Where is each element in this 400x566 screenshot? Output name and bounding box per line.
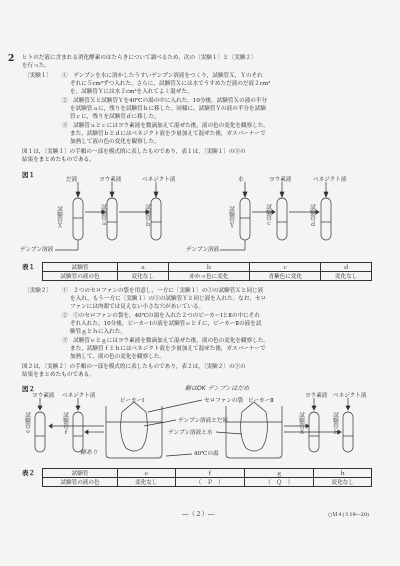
water-label: 40℃の湯: [194, 451, 219, 457]
table-cell: 青紫色に変化: [250, 272, 321, 281]
fig2-iodine-left: ヨウ素液: [32, 393, 55, 399]
table-header-cell: 試験管: [43, 469, 118, 478]
table-header-cell: ｃ: [250, 263, 321, 272]
exp2-line: ① ２つのセロファンの袋を用意し，一方に〔実験１〕の①の試験管Ｘと同じ液: [62, 288, 264, 294]
table-row: [43, 478, 372, 487]
exp1-summary: 図１は，〔実験１〕の手順の一部を模式的に表したものであり，表１は，〔実験１〕の③の: [22, 149, 246, 155]
tube-a-label: 試験管ａ: [100, 204, 106, 227]
table-cell: 変化なし: [314, 478, 372, 487]
exp1-line: ② 試験管Ｘと試験管Ｙを40℃の湯の中に入れた。10分後，試験管Ｘの液の半分: [62, 98, 268, 104]
cellophane-label: セロファンの袋: [204, 398, 244, 404]
tube-y-label: 試験管Ｙ: [228, 206, 234, 229]
tube-h-label: 試験管ｈ: [332, 412, 338, 435]
exp2-line: ファンには肉眼では見えない小さな穴があいている。: [70, 304, 205, 310]
table-row: [43, 263, 372, 272]
table-cell: 試験管の液の色: [43, 272, 118, 281]
tube-e-label: 試験管ｅ: [24, 412, 30, 435]
fig1-starch-right: デンプン溶液: [186, 247, 220, 253]
question-number: 2: [8, 54, 15, 64]
table-header-cell: ｅ: [118, 469, 176, 478]
fig1-water-label: 水: [238, 177, 244, 183]
exp2-summary: 結果をまとめたものである。: [22, 372, 95, 378]
tube-d-label: 試験管ｄ: [309, 204, 315, 227]
solution-2-label: デンプン溶液と水: [168, 430, 213, 436]
fig2-benedict-left: ベネジクト液: [62, 393, 96, 399]
exp2-line: また，試験管ｆとｈにはベネジクト液を少量加えて混ぜた後，ガスバーナーで: [70, 346, 266, 352]
fig1-iodine-label-2: ヨウ素液: [269, 177, 292, 183]
table-cell: （ Ｐ ）: [175, 478, 244, 487]
exp2-line: ③ 試験管ｅとｇにはヨウ素液を数滴加えて混ぜた後，液の色の変化を観察した。: [62, 338, 269, 344]
exp2-line: 験管ｇとｈに入れた。: [70, 329, 126, 335]
table-header-cell: ｆ: [175, 469, 244, 478]
exp2-heading: 〔実験２〕: [24, 288, 52, 294]
table-header-cell: ｄ: [321, 263, 372, 272]
tube-c-label: 試験管ｃ: [265, 204, 271, 227]
exam-code: ○Ｍ４(Ｓ19―20): [328, 512, 369, 518]
table-cell: （ Ｑ ）: [244, 478, 313, 487]
table-header-cell: 試験管: [43, 263, 118, 272]
tube-x-label: 試験管Ｘ: [56, 206, 62, 229]
tube-f-label: 試験管ｆ: [62, 412, 68, 435]
exp1-line: また，試験管ｂとｄにはベネジクト液を少量加えて混ぜた後，ガスバーナーで: [70, 131, 266, 137]
handwritten-note-top: 糖はOK デンプンはだめ: [185, 385, 250, 392]
table-row: [43, 469, 372, 478]
fig1-iodine-label: ヨウ素液: [99, 177, 122, 183]
exp1-line: 管ｃに，残りを試験管ｄに移した。: [70, 114, 160, 120]
fig2-benedict-right: ベネジクト液: [333, 393, 367, 399]
table-2: [42, 468, 372, 487]
fig1-benedict-label: ベネジクト液: [142, 177, 176, 183]
exp2-line: を入れ，もう一方に〔実験１〕の①の試験管Ｙと同じ液を入れた。なお，セロ: [70, 296, 267, 302]
intro-line-1: ヒトのだ液に含まれる消化酵素のはたらきについて調べるため，次の〔実験１〕と〔実験２〕: [22, 55, 257, 61]
page-number: ―（２）―: [182, 510, 215, 518]
table-2-label: 表２: [22, 469, 35, 477]
fig1-benedict-label-2: ベネジクト液: [313, 177, 347, 183]
figure-2-label: 図２: [22, 385, 35, 393]
exp2-line: ② ①のセロファンの袋を，40℃の湯を入れた２つのビーカーⅠとⅡの中にそれ: [62, 313, 260, 319]
table-cell: 変化なし: [118, 272, 169, 281]
exp1-line: を試験管ａに，残りを試験管ｂに移した。同様に，試験管Ｙの液の半分を試験: [70, 106, 266, 112]
table-row: [43, 272, 372, 281]
table-1: [42, 262, 372, 281]
exp1-line: を，試験管Ｙには水２cm³を入れてよく混ぜた。: [70, 89, 193, 95]
table-header-cell: ｈ: [314, 469, 372, 478]
intro-line-2: を行った。: [22, 63, 50, 69]
exp1-line: ぞれに５cm³ずつ入れた。さらに，試験管Ｘには水でうすめただ液のだ液２cm³: [70, 81, 271, 87]
tube-g-label: 試験管ｇ: [298, 412, 304, 435]
exp2-line: ぞれ入れた。10分後，ビーカーⅠの液を試験管ｅとｆに，ビーカーⅡの液を試: [70, 321, 262, 327]
fig1-saliva-label: だ液: [66, 177, 78, 183]
exp1-line: 加熱して液の色の変化を観察した。: [70, 139, 160, 145]
exp2-line: 加熱して，液の色の変化を観察した。: [70, 354, 165, 360]
exp1-heading: 〔実験１〕: [24, 73, 52, 79]
table-cell: 変化なし: [321, 272, 372, 281]
table-header-cell: ｇ: [244, 469, 313, 478]
table-cell: 変化なし: [118, 478, 176, 487]
exp1-summary: 結果をまとめたものである。: [22, 157, 95, 163]
solution-1-label: デンプン溶液とだ液: [178, 418, 229, 424]
table-cell: 赤かっ色に変化: [168, 272, 250, 281]
fig2-iodine-right: ヨウ素液: [305, 393, 328, 399]
figure-1-label: 図１: [22, 171, 35, 179]
table-cell: 試験管の液の色: [43, 478, 118, 487]
table-header-cell: ａ: [118, 263, 169, 272]
exp1-line: ① デンプンを水に溶かしたうすいデンプン溶液をつくり，試験管Ｘ，Ｙのそれ: [62, 73, 263, 79]
exp2-summary: 図２は，〔実験２〕の手順の一部を模式的に表したものであり，表２は，〔実験２〕の③の: [22, 364, 246, 370]
beaker-1-label: ビーカーⅠ: [120, 398, 145, 404]
fig1-starch-left: デンプン溶液: [20, 247, 54, 253]
tube-b-label: 試験管ｂ: [144, 204, 150, 227]
table-1-label: 表１: [22, 263, 35, 271]
handwritten-note-bottom: 糖あり: [80, 449, 99, 456]
table-header-cell: ｂ: [168, 263, 250, 272]
beaker-2-label: ビーカーⅡ: [248, 398, 274, 404]
exp1-line: ③ 試験管ａとｃにはヨウ素液を数滴加えて混ぜた後，液の色の変化を観察した。: [62, 123, 269, 129]
